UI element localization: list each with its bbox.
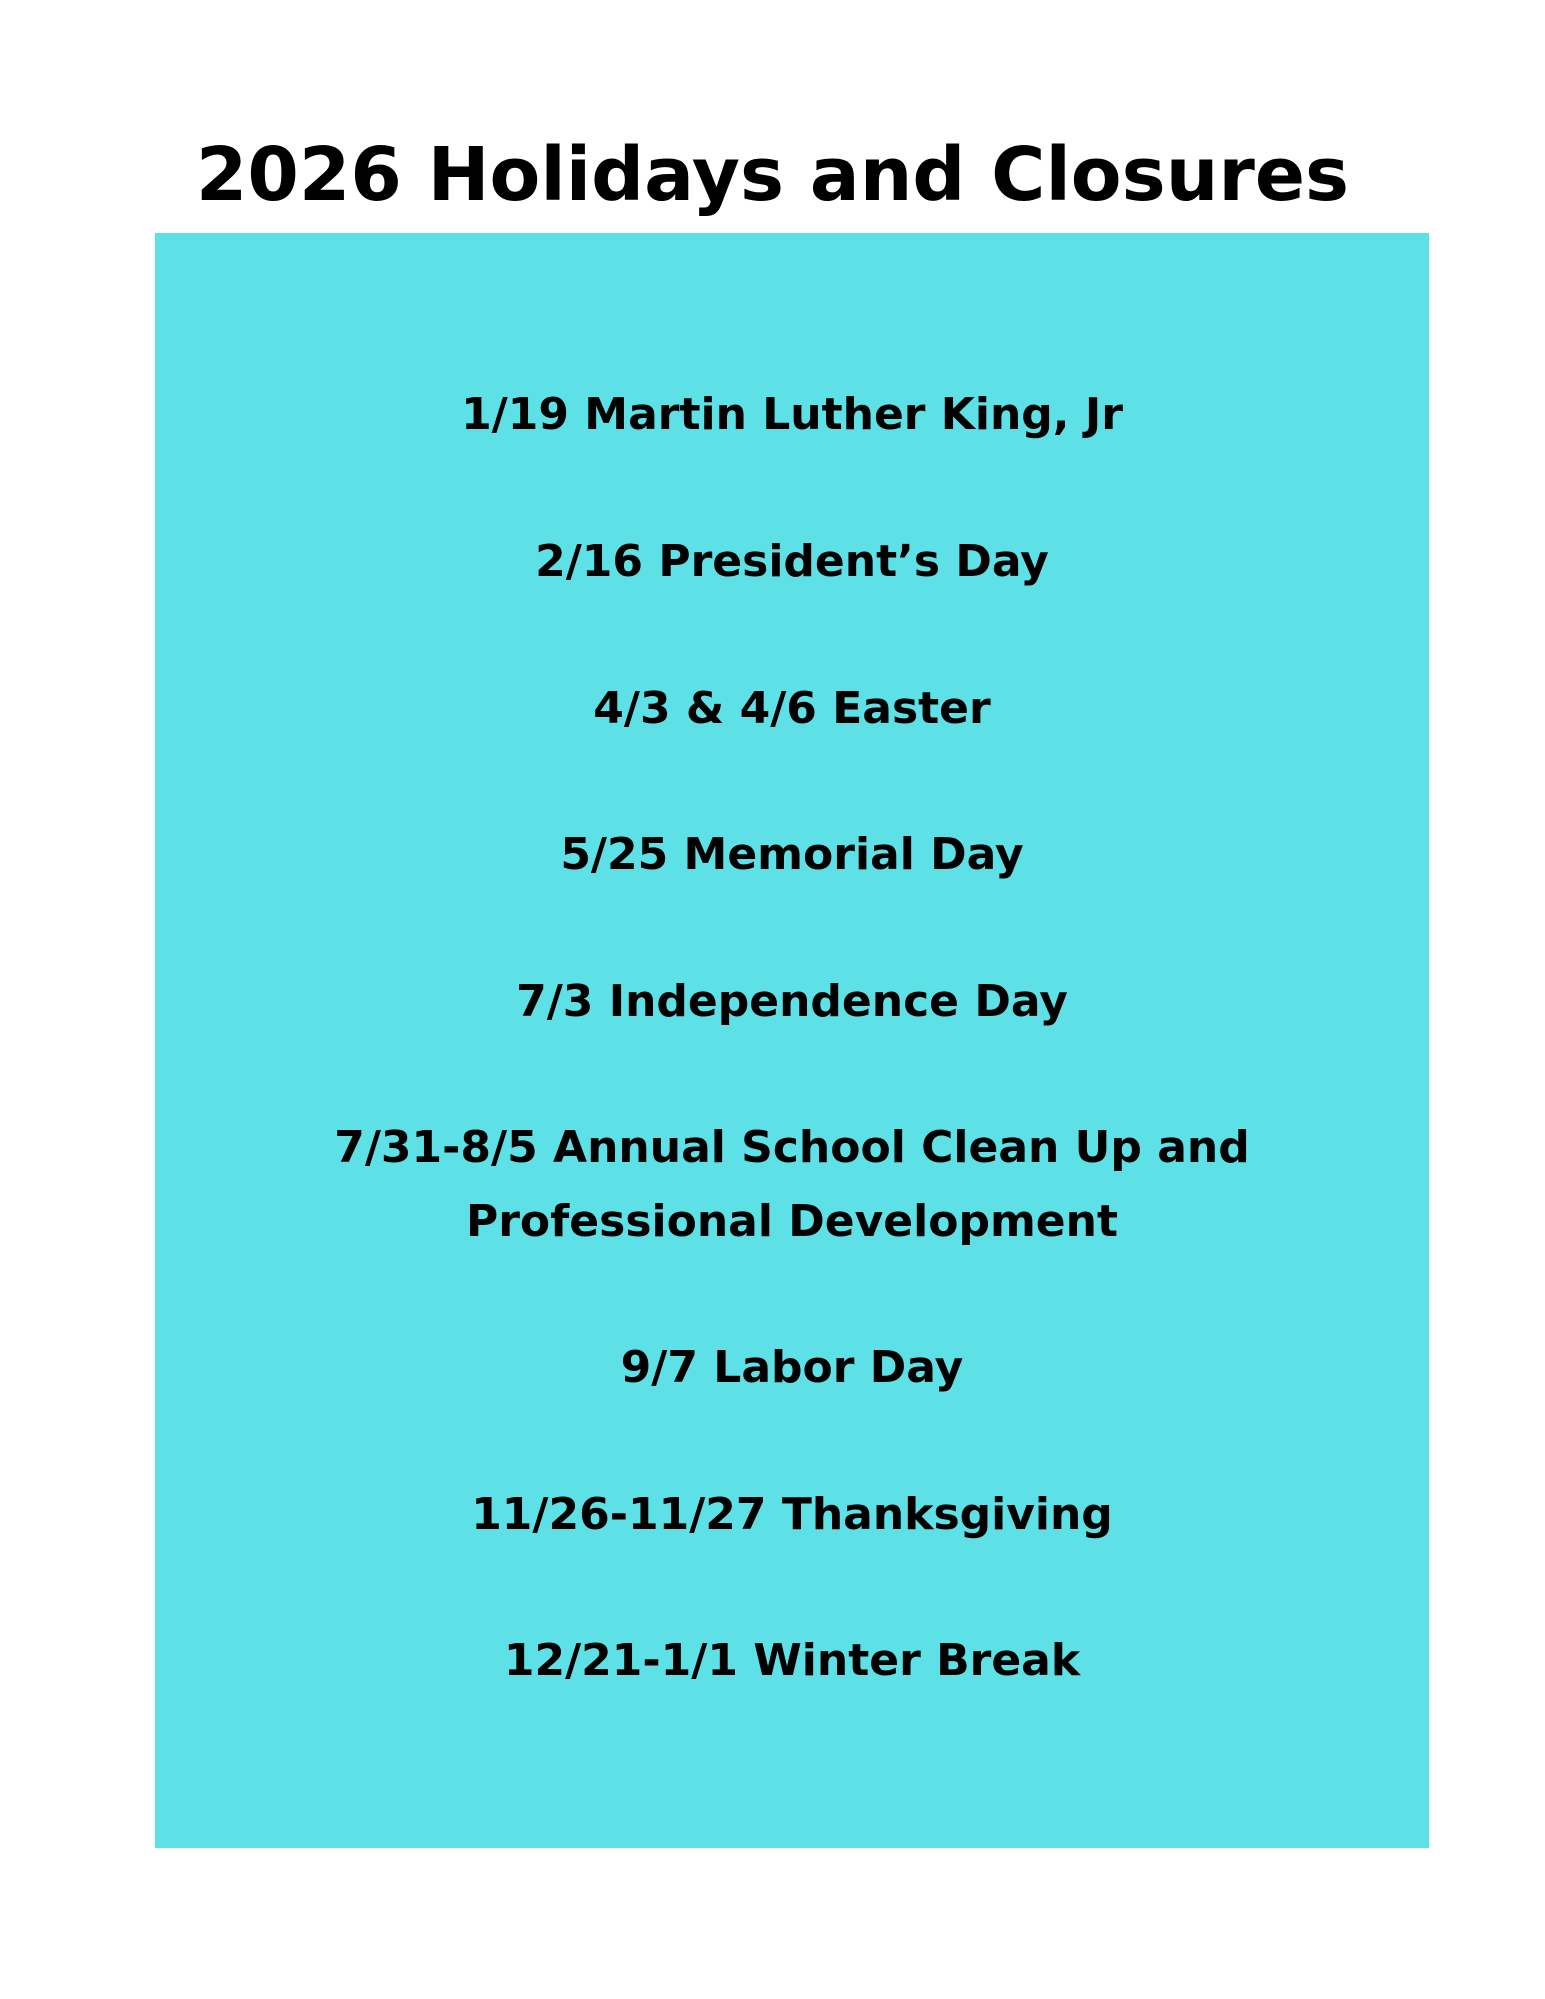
closure-item-winter-break: 12/21-1/1 Winter Break <box>503 1635 1081 1686</box>
closure-item-independence-day: 7/3 Independence Day <box>516 976 1068 1027</box>
closure-item-thanksgiving: 11/26-11/27 Thanksgiving <box>471 1489 1113 1540</box>
closure-item-clean-up-line1: 7/31-8/5 Annual School Clean Up and <box>334 1122 1250 1173</box>
closure-item-clean-up <box>155 1111 1429 1259</box>
closure-item-clean-up-line2: Professional Development <box>465 1196 1118 1247</box>
page-title: 2026 Holidays and Closures <box>195 132 1350 218</box>
closure-item-labor-day: 9/7 Labor Day <box>620 1342 964 1393</box>
closure-item-presidents-day: 2/16 President’s Day <box>535 536 1049 587</box>
closures-panel <box>155 233 1429 1848</box>
closure-item-memorial-day: 5/25 Memorial Day <box>560 829 1024 880</box>
closure-item-mlk: 1/19 Martin Luther King, Jr <box>461 389 1123 440</box>
closure-item-easter: 4/3 & 4/6 Easter <box>593 683 991 734</box>
